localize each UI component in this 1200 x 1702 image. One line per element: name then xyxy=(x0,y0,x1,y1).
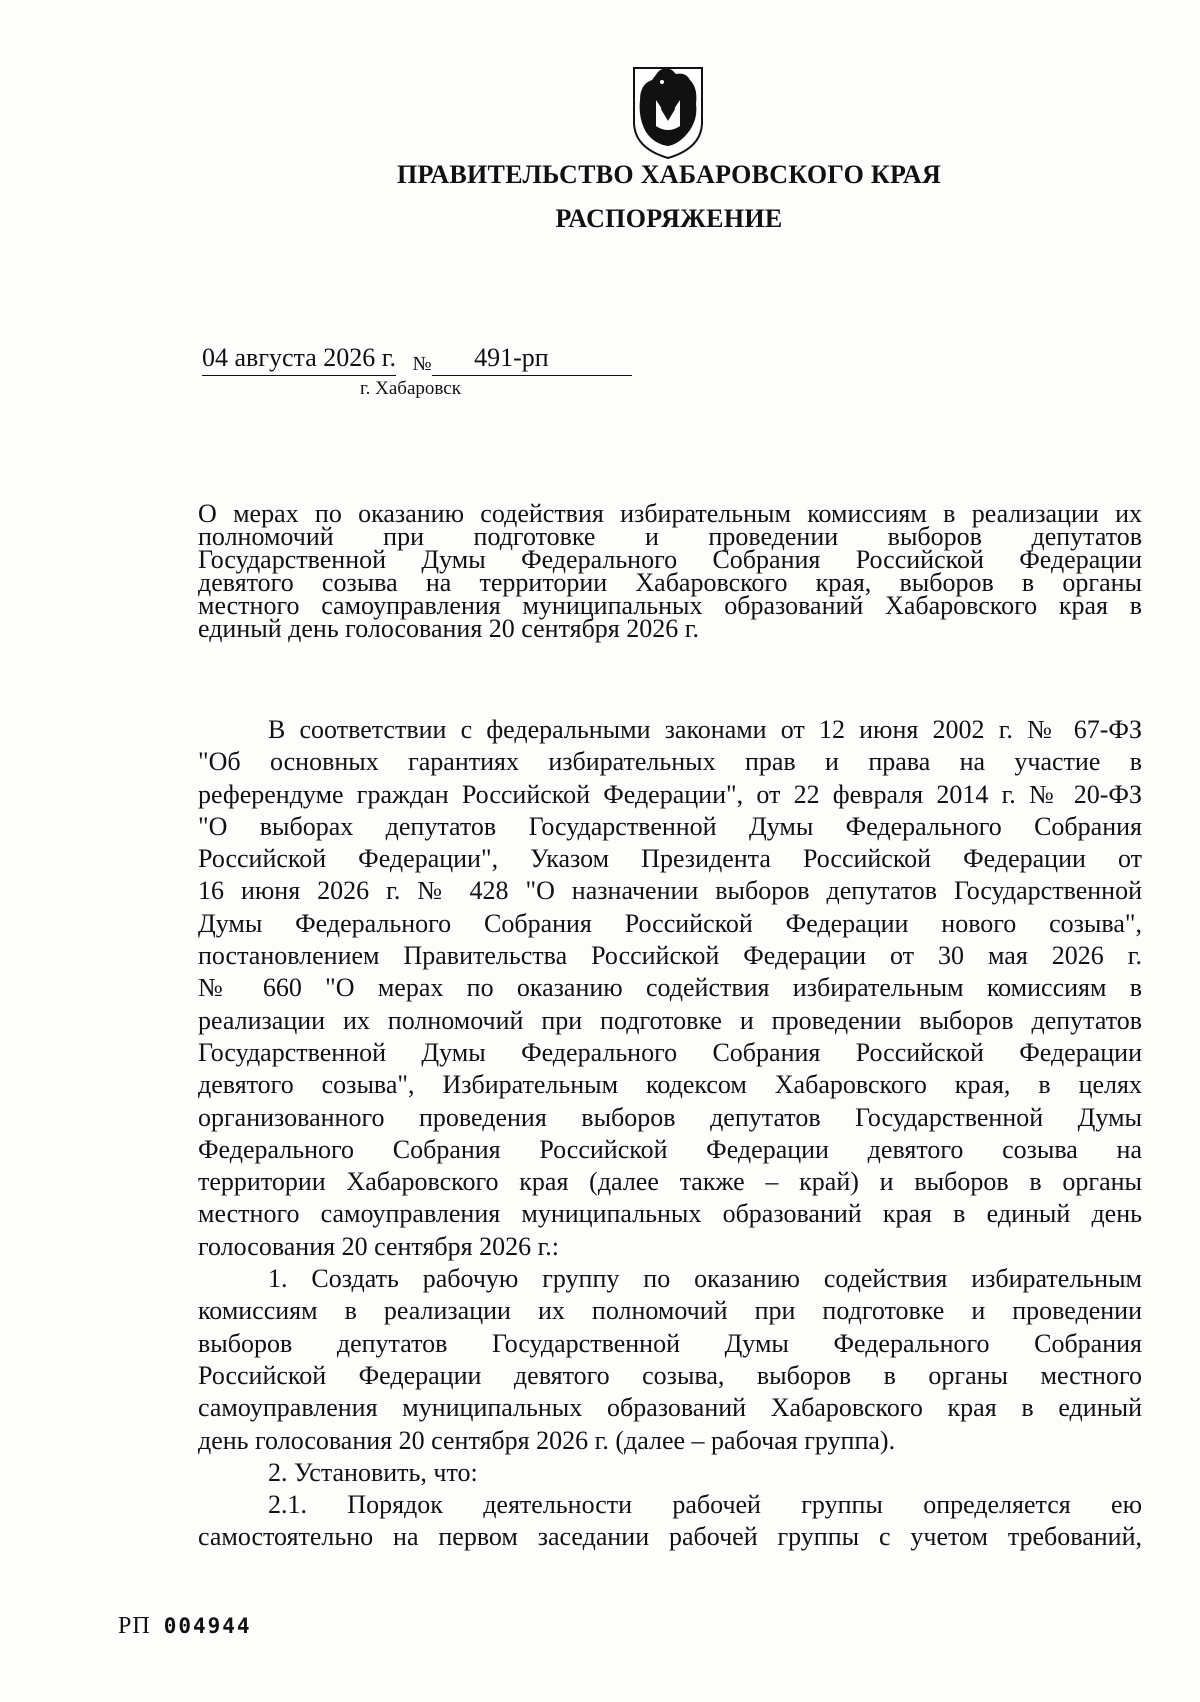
body-line: "Об основных гарантиях избирательных прав и права на участие в xyxy=(198,747,1142,777)
number-sign: № xyxy=(412,353,432,375)
subject-line: девятого созыва на территории Хабаровского края, выборов в органы xyxy=(198,568,1142,597)
body-line: 1. Создать рабочую группу по оказанию содействия избирательным xyxy=(268,1264,1142,1294)
body-line: девятого созыва", Избирательным кодексом Хабаровского края, в целях xyxy=(198,1070,1142,1100)
subject-line: Государственной Думы Федерального Собрания Российской Федерации xyxy=(198,545,1142,574)
body-line: 2.1. Порядок деятельности рабочей группы определяется ею xyxy=(268,1490,1142,1520)
organization-heading: ПРАВИТЕЛЬСТВО ХАБАРОВСКОГО КРАЯ xyxy=(396,160,942,189)
document-body xyxy=(198,714,1142,1554)
body-line: Российской Федерации", Указом Президента Российской Федерации от xyxy=(198,844,1142,874)
subject-line: единый день голосования 20 сентября 2026 г. xyxy=(198,614,699,643)
body-line: голосования 20 сентября 2026 г.: xyxy=(198,1231,560,1261)
body-line: выборов депутатов Государственной Думы Федерального Собрания xyxy=(198,1328,1142,1358)
date-underline xyxy=(202,375,396,376)
coat-of-arms-emblem xyxy=(628,60,708,160)
subject-line: О мерах по оказанию содействия избирательным комиссиям в реализации их xyxy=(198,499,1142,528)
body-line: Государственной Думы Федерального Собрания Российской Федерации xyxy=(198,1037,1142,1067)
body-line: 2. Установить, что: xyxy=(268,1457,478,1487)
document-date: 04 августа 2026 г. xyxy=(202,343,396,372)
body-line: Думы Федерального Собрания Российской Федерации нового созыва", xyxy=(198,908,1142,938)
document-subject xyxy=(198,499,1142,643)
body-line: территории Хабаровского края (далее также – край) и выборов в органы xyxy=(198,1167,1142,1197)
body-line: "О выборах депутатов Государственной Думы Федерального Собрания xyxy=(198,811,1142,841)
form-serial-number xyxy=(118,1613,252,1640)
body-line: № 660 "О мерах по оказанию содействия избирательным комиссиям в xyxy=(198,973,1142,1003)
body-line: день голосования 20 сентября 2026 г. (далее – рабочая группа). xyxy=(198,1425,896,1455)
form-series: РП xyxy=(118,1613,151,1639)
document-number: 491-рп xyxy=(474,343,549,372)
number-underline xyxy=(432,375,632,376)
body-line: местного самоуправления муниципальных образований края в единый день xyxy=(198,1199,1142,1229)
body-line: самостоятельно на первом заседании рабочей группы с учетом требований, xyxy=(198,1522,1142,1552)
body-line: комиссиям в реализации их полномочий при подготовке и проведении xyxy=(198,1296,1142,1326)
body-line: В соответствии с федеральными законами от 12 июня 2002 г. № 67-ФЗ xyxy=(268,715,1142,744)
body-line: референдуме граждан Российской Федерации", от 22 февраля 2014 г. № 20-ФЗ xyxy=(198,779,1142,809)
document-type-heading: РАСПОРЯЖЕНИЕ xyxy=(555,204,783,233)
form-serial: 004944 xyxy=(163,1614,252,1638)
document-city: г. Хабаровск xyxy=(360,378,461,399)
body-line: организованного проведения выборов депутатов Государственной Думы xyxy=(198,1102,1142,1132)
subject-line: полномочий при подготовке и проведении выборов депутатов xyxy=(198,522,1142,551)
body-line: реализации их полномочий при подготовке и проведении выборов депутатов xyxy=(198,1005,1142,1035)
body-line: Федерального Собрания Российской Федерации девятого созыва на xyxy=(198,1134,1142,1164)
body-line: 16 июня 2026 г. № 428 "О назначении выборов депутатов Государственной xyxy=(198,876,1142,906)
body-line: постановлением Правительства Российской Федерации от 30 мая 2026 г. xyxy=(198,941,1142,971)
body-line: Российской Федерации девятого созыва, выборов в органы местного xyxy=(198,1360,1142,1390)
date-number-line xyxy=(202,343,549,373)
subject-line: местного самоуправления муниципальных образований Хабаровского края в xyxy=(198,591,1142,620)
body-line: самоуправления муниципальных образований Хабаровского края в единый xyxy=(198,1393,1142,1423)
